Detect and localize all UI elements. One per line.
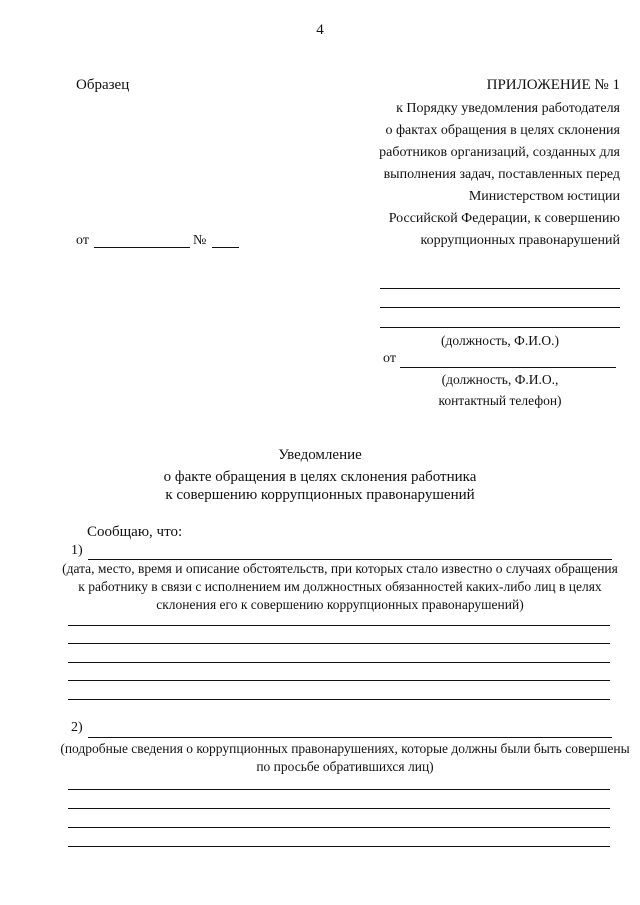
item-2-field[interactable] [88, 737, 612, 738]
item-1-label: 1) [71, 543, 83, 558]
item-1-hint-line: (дата, место, время и описание обстоятельств, при которых стало известно о случаях обращения [62, 561, 618, 576]
appendix-line: о фактах обращения в целях склонения [385, 123, 620, 138]
item-2-answer-line[interactable] [68, 827, 610, 828]
date-field[interactable] [94, 247, 190, 248]
number-field[interactable] [212, 247, 239, 248]
recipient-line-3[interactable] [380, 327, 620, 328]
item-2-hint-line: по просьбе обратившихся лиц) [256, 759, 434, 774]
notice-subtitle: к совершению коррупционных правонарушений [165, 487, 475, 503]
item-2-hint [60, 740, 630, 776]
item-1-answer-line[interactable] [68, 662, 610, 663]
item-2-hint-line: (подробные сведения о коррупционных правонарушениях, которые должны были быть совершены [60, 741, 630, 756]
item-2-label: 2) [71, 720, 83, 735]
sender-caption-1: (должность, Ф.И.О., [441, 372, 559, 387]
recipient-line-1[interactable] [380, 288, 620, 289]
item-1-answer-line[interactable] [68, 699, 610, 700]
item-1-answer-line[interactable] [68, 680, 610, 681]
recipient-line-2[interactable] [380, 307, 620, 308]
appendix-subtitle [379, 98, 620, 252]
appendix-title: ПРИЛОЖЕНИЕ № 1 [486, 77, 620, 93]
number-label: № [193, 233, 207, 248]
appendix-line: Российской Федерации, к совершению [388, 211, 620, 226]
item-2-answer-line[interactable] [68, 846, 610, 847]
appendix-line: работников организаций, созданных для [379, 145, 620, 160]
appendix-line: выполнения задач, поставленных перед [383, 167, 620, 182]
page-number: 4 [316, 22, 324, 38]
item-2-answer-line[interactable] [68, 808, 610, 809]
item-1-hint [60, 560, 620, 614]
item-1-hint-line: склонения его к совершению коррупционных правонарушений) [156, 597, 524, 612]
date-from-label: от [76, 233, 89, 248]
sender-field[interactable] [400, 367, 616, 368]
appendix-line: коррупционных правонарушений [420, 233, 620, 248]
sample-label: Образец [76, 77, 130, 93]
item-2-answer-line[interactable] [68, 789, 610, 790]
recipient-caption: (должность, Ф.И.О.) [441, 333, 559, 348]
appendix-line: Министерством юстиции [468, 189, 620, 204]
sender-caption-2: контактный телефон) [438, 393, 562, 408]
item-1-hint-line: к работнику в связи с исполнением им должностных обязанностей каких-либо лиц в целях [78, 579, 602, 594]
report-intro: Сообщаю, что: [87, 524, 183, 540]
notice-title: Уведомление [278, 447, 362, 463]
sender-from-label: от [383, 351, 396, 366]
appendix-line: к Порядку уведомления работодателя [396, 101, 620, 116]
item-1-answer-line[interactable] [68, 625, 610, 626]
item-1-answer-line[interactable] [68, 643, 610, 644]
notice-subtitle: о факте обращения в целях склонения работника [163, 469, 477, 485]
